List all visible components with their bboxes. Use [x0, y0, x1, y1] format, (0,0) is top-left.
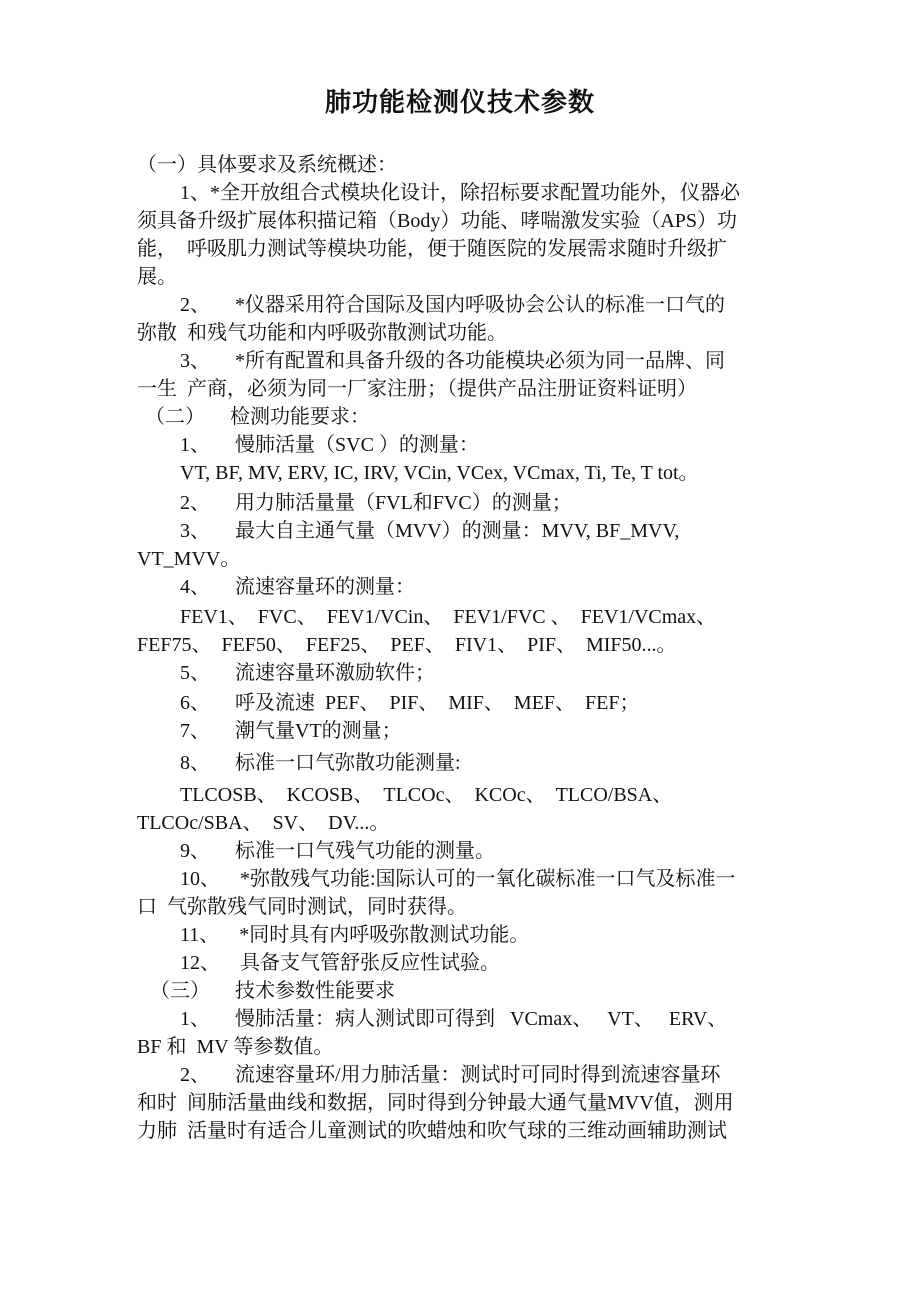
text-line: FEV1、 FVC、 FEV1/VCin、 FEV1/FVC 、 FEV1/VCmax、 — [180, 606, 717, 628]
text-line: 力肺 活量时有适合儿童测试的吹蜡烛和吹气球的三维动画辅助测试 — [137, 1120, 727, 1142]
text-line: VT_MVV。 — [137, 548, 241, 570]
text-line: 弥散 和残气功能和内呼吸弥散测试功能。 — [137, 322, 507, 344]
text-line: 5、 流速容量环激励软件； — [180, 662, 435, 684]
text-line: 2、 用力肺活量量（FVL和FVC）的测量； — [180, 492, 572, 514]
text-line: 7、 潮气量VT的测量； — [180, 720, 402, 742]
section-heading: （三） 技术参数性能要求 — [150, 980, 395, 1002]
text-line: 3、 *所有配置和具备升级的各功能模块必须为同一品牌、同 — [180, 350, 725, 372]
text-line: 须具备升级扩展体积描记箱（Body）功能、哮喘激发实验（APS）功 — [137, 210, 738, 232]
text-line: 9、 标准一口气残气功能的测量。 — [180, 840, 495, 862]
text-line: TLCOSB、 KCOSB、 TLCOc、 KCOc、 TLCO/BSA、 — [180, 784, 673, 806]
text-line: （一）具体要求及系统概述： — [137, 154, 397, 176]
text-line: 10、 *弥散残气功能:国际认可的一氧化碳标准一口气及标准一 — [180, 868, 736, 890]
text-line: 口 气弥散残气同时测试，同时获得。 — [137, 896, 467, 918]
text-line: 11、 *同时具有内呼吸弥散测试功能。 — [180, 924, 530, 946]
text-line: 8、 标准一口气弥散功能测量: — [180, 752, 461, 774]
page-title: 肺功能检测仪技术参数 — [324, 88, 595, 118]
text-line: BF 和 MV 等参数值。 — [137, 1036, 334, 1058]
text-line: 1、*全开放组合式模块化设计，除招标要求配置功能外，仪器必 — [180, 182, 740, 204]
text-line: 展。 — [137, 266, 177, 288]
text-line: 12、 具备支气管舒张反应性试验。 — [180, 952, 500, 974]
text-line: 能， 呼吸肌力测试等模块功能，便于随医院的发展需求随时升级扩 — [137, 238, 727, 260]
text-line: 1、 慢肺活量（SVC ）的测量： — [180, 434, 479, 456]
text-line: 1、 慢肺活量：病人测试即可得到 VCmax、 VT、 ERV、 — [180, 1008, 728, 1030]
text-line: 4、 流速容量环的测量： — [180, 576, 415, 598]
text-line: 2、 流速容量环/用力肺活量：测试时可同时得到流速容量环 — [180, 1064, 721, 1086]
text-line: 3、 最大自主通气量（MVV）的测量：MVV, BF_MVV, — [180, 520, 680, 542]
text-line: 和时 间肺活量曲线和数据，同时得到分钟最大通气量MVV值，测用 — [137, 1092, 734, 1114]
text-line: FEF75、 FEF50、 FEF25、 PEF、 FIV1、 PIF、 MIF50...。 — [137, 634, 677, 656]
text-line: VT, BF, MV, ERV, IC, IRV, VCin, VCex, VCmax, Ti, Te, T tot。 — [180, 462, 699, 484]
text-line: 2、 *仪器采用符合国际及国内呼吸协会公认的标准一口气的 — [180, 294, 725, 316]
text-line: 一生 产商，必须为同一厂家注册；（提供产品注册证资料证明） — [137, 378, 697, 400]
text-line: TLCOc/SBA、 SV、 DV...。 — [137, 812, 390, 834]
text-line: 6、 呼及流速 PEF、 PIF、 MIF、 MEF、 FEF； — [180, 692, 640, 714]
section-heading: （二） 检测功能要求： — [145, 406, 370, 428]
